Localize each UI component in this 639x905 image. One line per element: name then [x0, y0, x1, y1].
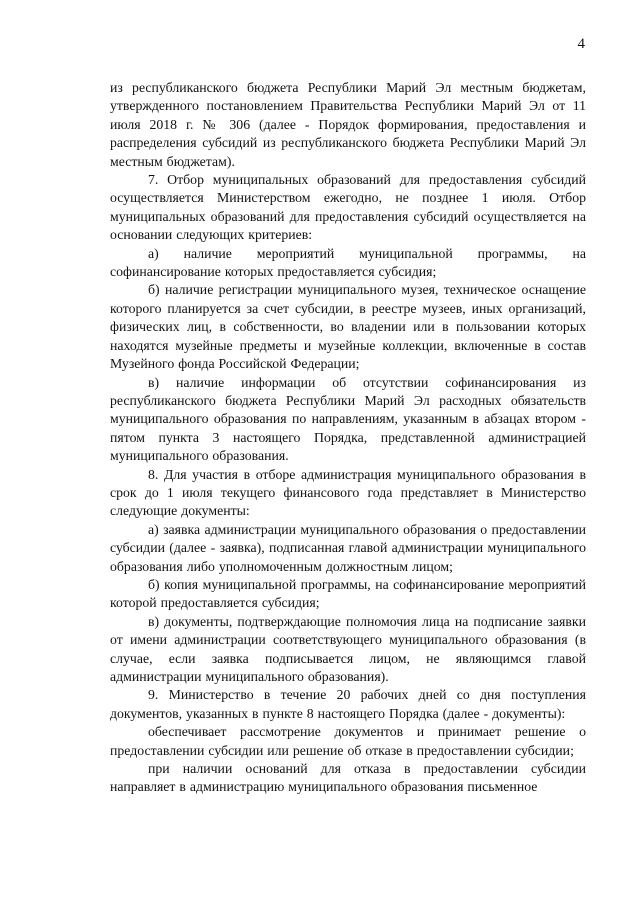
paragraph-item-8a: а) заявка администрации муниципального образования о предоставлении субсидии (далее - заявка), подписанная главой администрации муниципального образования либо уполномоченным должностным лицом;: [110, 521, 586, 574]
paragraph-item-7a: а) наличие мероприятий муниципальной программы, на софинансирование которых предоставляется субсидия;: [110, 245, 586, 280]
paragraph-continuation: из республиканского бюджета Республики Марий Эл местным бюджетам, утвержденного постановлением Правительства Республики Марий Эл от 11 июля 2018 г. № 306 (далее - Порядок формирования, предоставления и распределения субсидий из республиканского бюджета Республики Марий Эл местным бюджетам).: [110, 80, 586, 169]
paragraph-item-7b: б) наличие регистрации муниципального музея, техническое оснащение которого планируется за счет субсидии, в реестре музеев, иных организаций, физических лиц, в собственности, во владении или в пользовании которых находятся музейные предметы и музейные коллекции, включенные в состав Музейного фонда Российской Федерации;: [110, 282, 586, 372]
paragraph-item-9b: при наличии оснований для отказа в предоставлении субсидии направляет в администрацию муниципального образования письменное: [110, 761, 586, 795]
paragraph-item-8v: в) документы, подтверждающие полномочия лица на подписание заявки от имени администрации соответствующего муниципального образования (в случае, если заявка подписывается лицом, не являющимся главой администрации муниципального образования).: [110, 613, 586, 684]
paragraph-item-9a: обеспечивает рассмотрение документов и принимает решение о предоставлении субсидии или решение об отказе в предоставлении субсидии;: [110, 724, 586, 758]
paragraph-item-7: 7. Отбор муниципальных образований для предоставления субсидий осуществляется Министерством ежегодно, не позднее 1 июля. Отбор муниципальных образований для предоставления субсидий осуществляется на основании следующих критериев:: [110, 172, 586, 243]
document-body: [110, 79, 586, 797]
paragraph-item-8b: б) копия муниципальной программы, на софинансирование мероприятий которой предоставляется субсидия;: [110, 576, 586, 611]
paragraph-item-8: 8. Для участия в отборе администрация муниципального образования в срок до 1 июля текущего финансового года представляет в Министерство следующие документы:: [110, 466, 586, 519]
paragraph-item-7v: в) наличие информации об отсутствии софинансирования из республиканского бюджета Республики Марий Эл расходных обязательств муниципального образования по направлениям, указанным в абзацах втором - пятом пункта 3 настоящего Порядка, представленной администрацией муниципального образования.: [110, 374, 586, 464]
page-number: 4: [577, 36, 585, 52]
paragraph-item-9: 9. Министерство в течение 20 рабочих дней со дня поступления документов, указанных в пункте 8 настоящего Порядка (далее - документы):: [110, 687, 586, 721]
